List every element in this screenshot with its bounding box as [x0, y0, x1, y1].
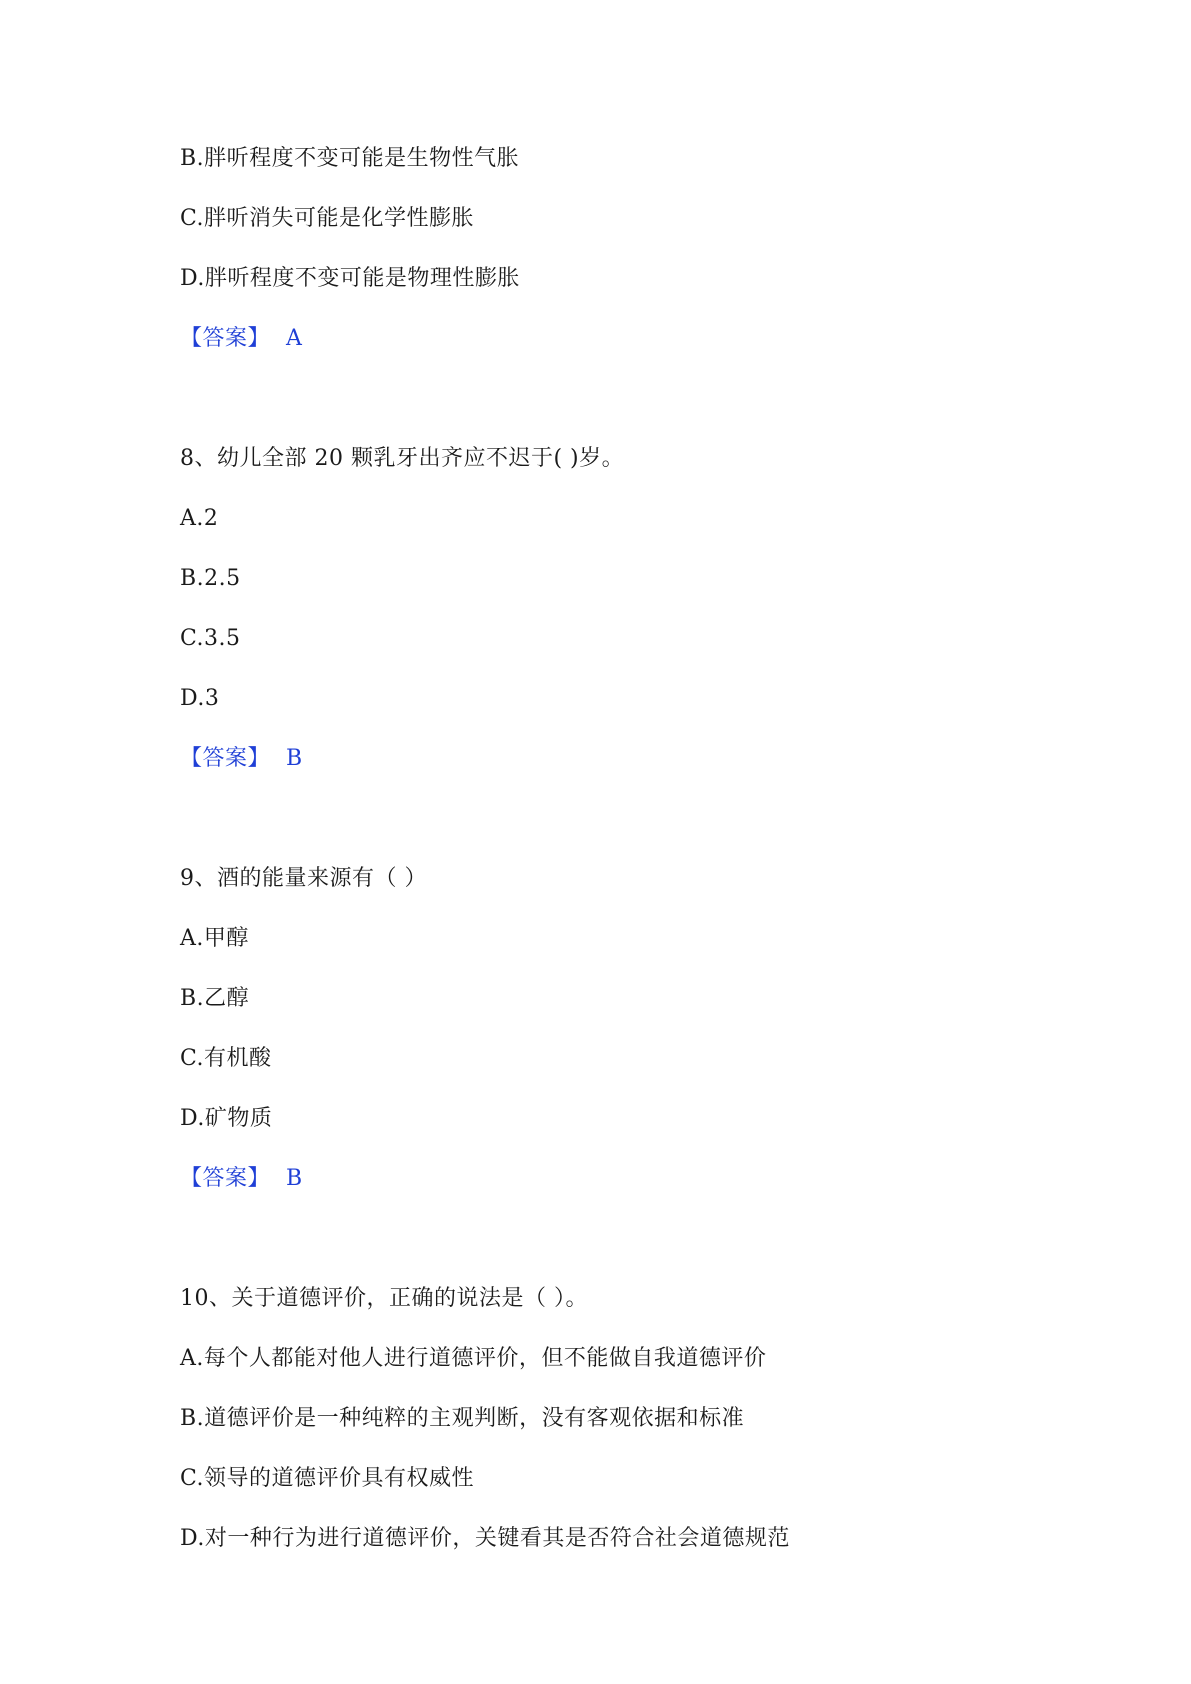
q8-option-c: C.3.5	[180, 626, 241, 651]
q9-option-a: A.甲醇	[180, 926, 249, 951]
q8-answer	[180, 744, 303, 774]
answer-label: 【答案】	[180, 1166, 271, 1191]
q10-option-c: C.领导的道德评价具有权威性	[180, 1466, 475, 1491]
q10-option-a: A.每个人都能对他人进行道德评价，但不能做自我道德评价	[180, 1346, 767, 1371]
q10-option-d: D.对一种行为进行道德评价，关键看其是否符合社会道德规范	[180, 1526, 790, 1551]
q7-answer	[180, 324, 302, 354]
q8-option-b: B.2.5	[180, 566, 241, 591]
q8-question: 8、幼儿全部 20 颗乳牙出齐应不迟于( )岁。	[180, 446, 625, 471]
q9-option-d: D.矿物质	[180, 1106, 273, 1131]
q9-answer	[180, 1164, 303, 1194]
q7-option-c: C.胖听消失可能是化学性膨胀	[180, 206, 475, 231]
q8-option-a: A.2	[180, 506, 219, 531]
answer-value: A	[286, 326, 303, 351]
q9-option-b: B.乙醇	[180, 986, 250, 1011]
q10-question: 10、关于道德评价，正确的说法是（ ）。	[180, 1286, 588, 1311]
answer-label: 【答案】	[180, 326, 271, 351]
q9-option-c: C.有机酸	[180, 1046, 272, 1071]
answer-value: B	[286, 1166, 303, 1191]
q8-option-d: D.3	[180, 686, 220, 711]
q7-option-b: B.胖听程度不变可能是生物性气胀	[180, 146, 520, 171]
q9-question: 9、酒的能量来源有（ ）	[180, 866, 427, 891]
q10-option-b: B.道德评价是一种纯粹的主观判断，没有客观依据和标准	[180, 1406, 745, 1431]
answer-value: B	[286, 746, 303, 771]
q7-option-d: D.胖听程度不变可能是物理性膨胀	[180, 266, 520, 291]
answer-label: 【答案】	[180, 746, 271, 771]
